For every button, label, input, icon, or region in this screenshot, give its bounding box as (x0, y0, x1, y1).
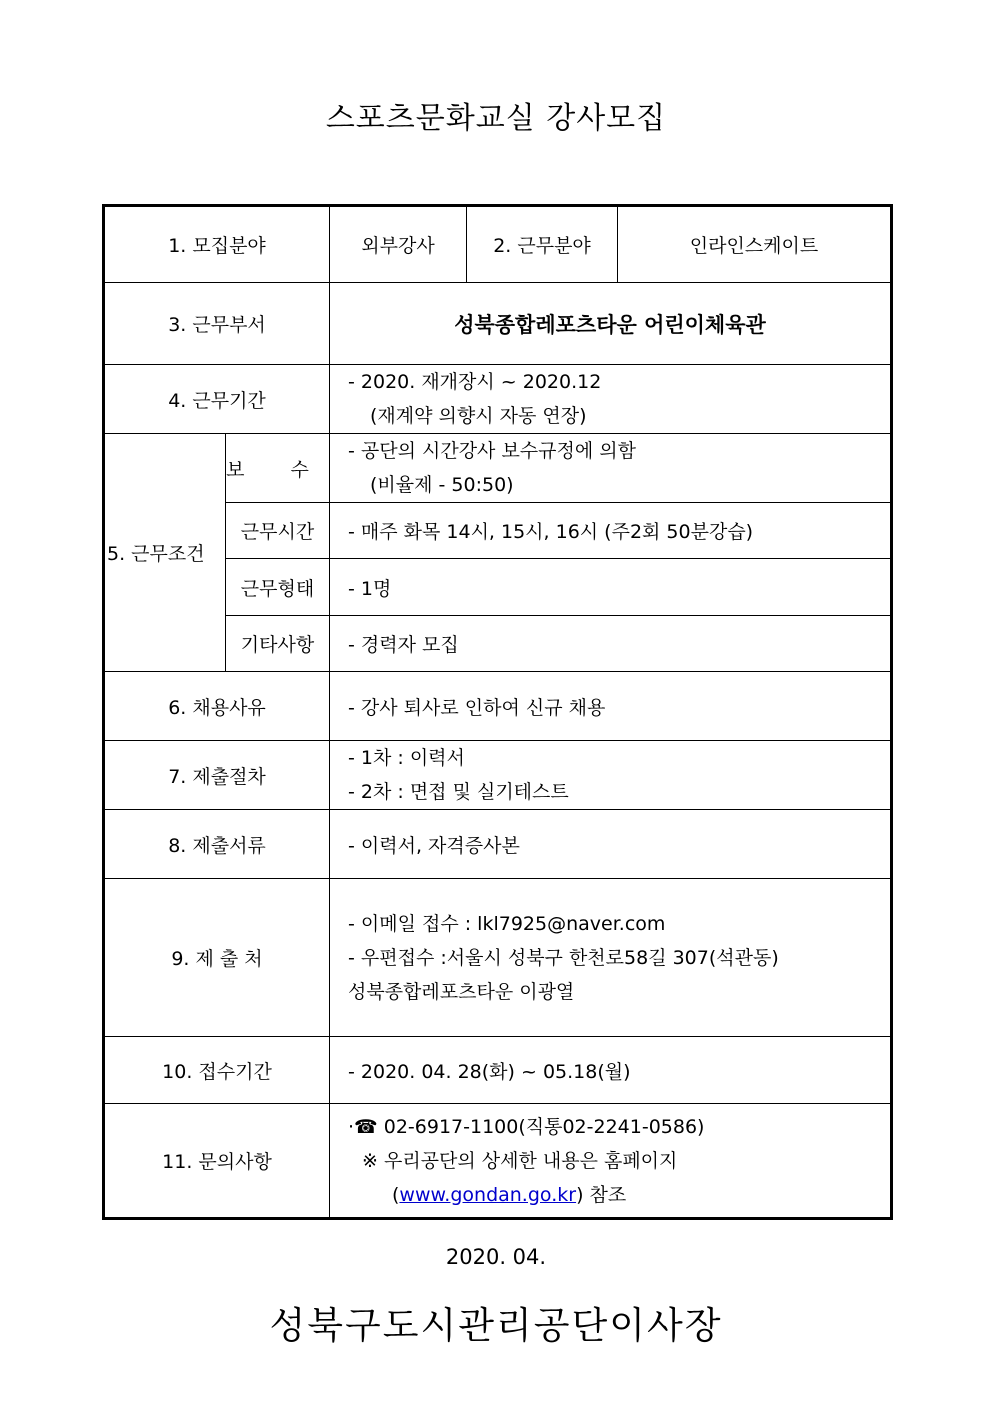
work-period-line1: - 2020. 재개장시 ~ 2020.12 (348, 371, 602, 393)
work-conditions-label: 5. 근무조건 (104, 434, 226, 672)
pay-line2: (비율제 - 50:50) (370, 474, 514, 496)
recruit-field-label: 1. 모집분야 (104, 206, 330, 283)
hours-value: - 매주 화목 14시, 15시, 16시 (주2회 50분강습) (330, 503, 892, 559)
receipt-period-value: - 2020. 04. 28(화) ~ 05.18(월) (330, 1037, 892, 1104)
paren-open: ( (392, 1183, 400, 1206)
procedure-line1: - 1차 : 이력서 (348, 747, 465, 769)
row-hire-reason (104, 672, 892, 741)
documents-label: 8. 제출서류 (104, 810, 330, 879)
procedure-line2: - 2차 : 면접 및 실기테스트 (348, 781, 569, 803)
organization-signature: 성북구도시관리공단이사장 (269, 1304, 723, 1347)
procedure-label: 7. 제출절차 (104, 741, 330, 810)
inquiry-note: ※ 우리공단의 상세한 내용은 홈페이지 (362, 1149, 678, 1172)
department-label: 3. 근무부서 (104, 283, 330, 365)
work-field-label: 2. 근무분야 (467, 206, 618, 283)
inquiry-homepage (348, 1178, 890, 1212)
inquiry-phone: ·☎ 02-6917-1100(직통02-2241-0586) (348, 1115, 705, 1138)
inquiry-label: 11. 문의사항 (104, 1104, 330, 1219)
receipt-period-label: 10. 접수기간 (104, 1037, 330, 1104)
recruit-field-value: 외부강사 (330, 206, 467, 283)
recruitment-table (102, 204, 893, 1220)
department-value: 성북종합레포츠타운 어린이체육관 (330, 283, 892, 365)
documents-value: - 이력서, 자격증사본 (330, 810, 892, 879)
row-work-period (104, 365, 892, 434)
hire-reason-label: 6. 채용사유 (104, 672, 330, 741)
submit-post: - 우편접수 :서울시 성북구 한천로58길 307(석관동) (348, 946, 779, 969)
submit-to-value (330, 879, 892, 1037)
submit-to-label: 9. 제 출 처 (104, 879, 330, 1037)
page-title: 스포츠문화교실 강사모집 (325, 101, 667, 136)
hours-label: 근무시간 (226, 503, 330, 559)
submit-recipient: 성북종합레포츠타운 이광열 (348, 980, 575, 1003)
etc-label: 기타사항 (226, 616, 330, 672)
work-field-value: 인라인스케이트 (618, 206, 892, 283)
work-period-line2: (재계약 의향시 자동 연장) (370, 405, 587, 427)
row-receipt-period (104, 1037, 892, 1104)
work-type-label: 근무형태 (226, 559, 330, 616)
work-type-value: - 1명 (330, 559, 892, 616)
row-documents (104, 810, 892, 879)
pay-value (330, 434, 892, 503)
hire-reason-value: - 강사 퇴사로 인하여 신규 채용 (330, 672, 892, 741)
row-department (104, 283, 892, 365)
row-recruit-field (104, 206, 892, 283)
submit-email: - 이메일 접수 : lkl7925@naver.com (348, 912, 666, 935)
row-pay (104, 434, 892, 503)
inquiry-value (330, 1104, 892, 1219)
row-inquiry (104, 1104, 892, 1219)
document-date: 2020. 04. (445, 1245, 547, 1269)
row-procedure (104, 741, 892, 810)
work-period-value (330, 365, 892, 434)
paren-close: ) 참조 (576, 1183, 627, 1206)
homepage-link[interactable]: www.gondan.go.kr (399, 1183, 577, 1206)
row-submit-to (104, 879, 892, 1037)
pay-label: 보 수 (226, 434, 330, 503)
etc-value: - 경력자 모집 (330, 616, 892, 672)
procedure-value (330, 741, 892, 810)
pay-line1: - 공단의 시간강사 보수규정에 의함 (348, 440, 636, 462)
work-period-label: 4. 근무기간 (104, 365, 330, 434)
